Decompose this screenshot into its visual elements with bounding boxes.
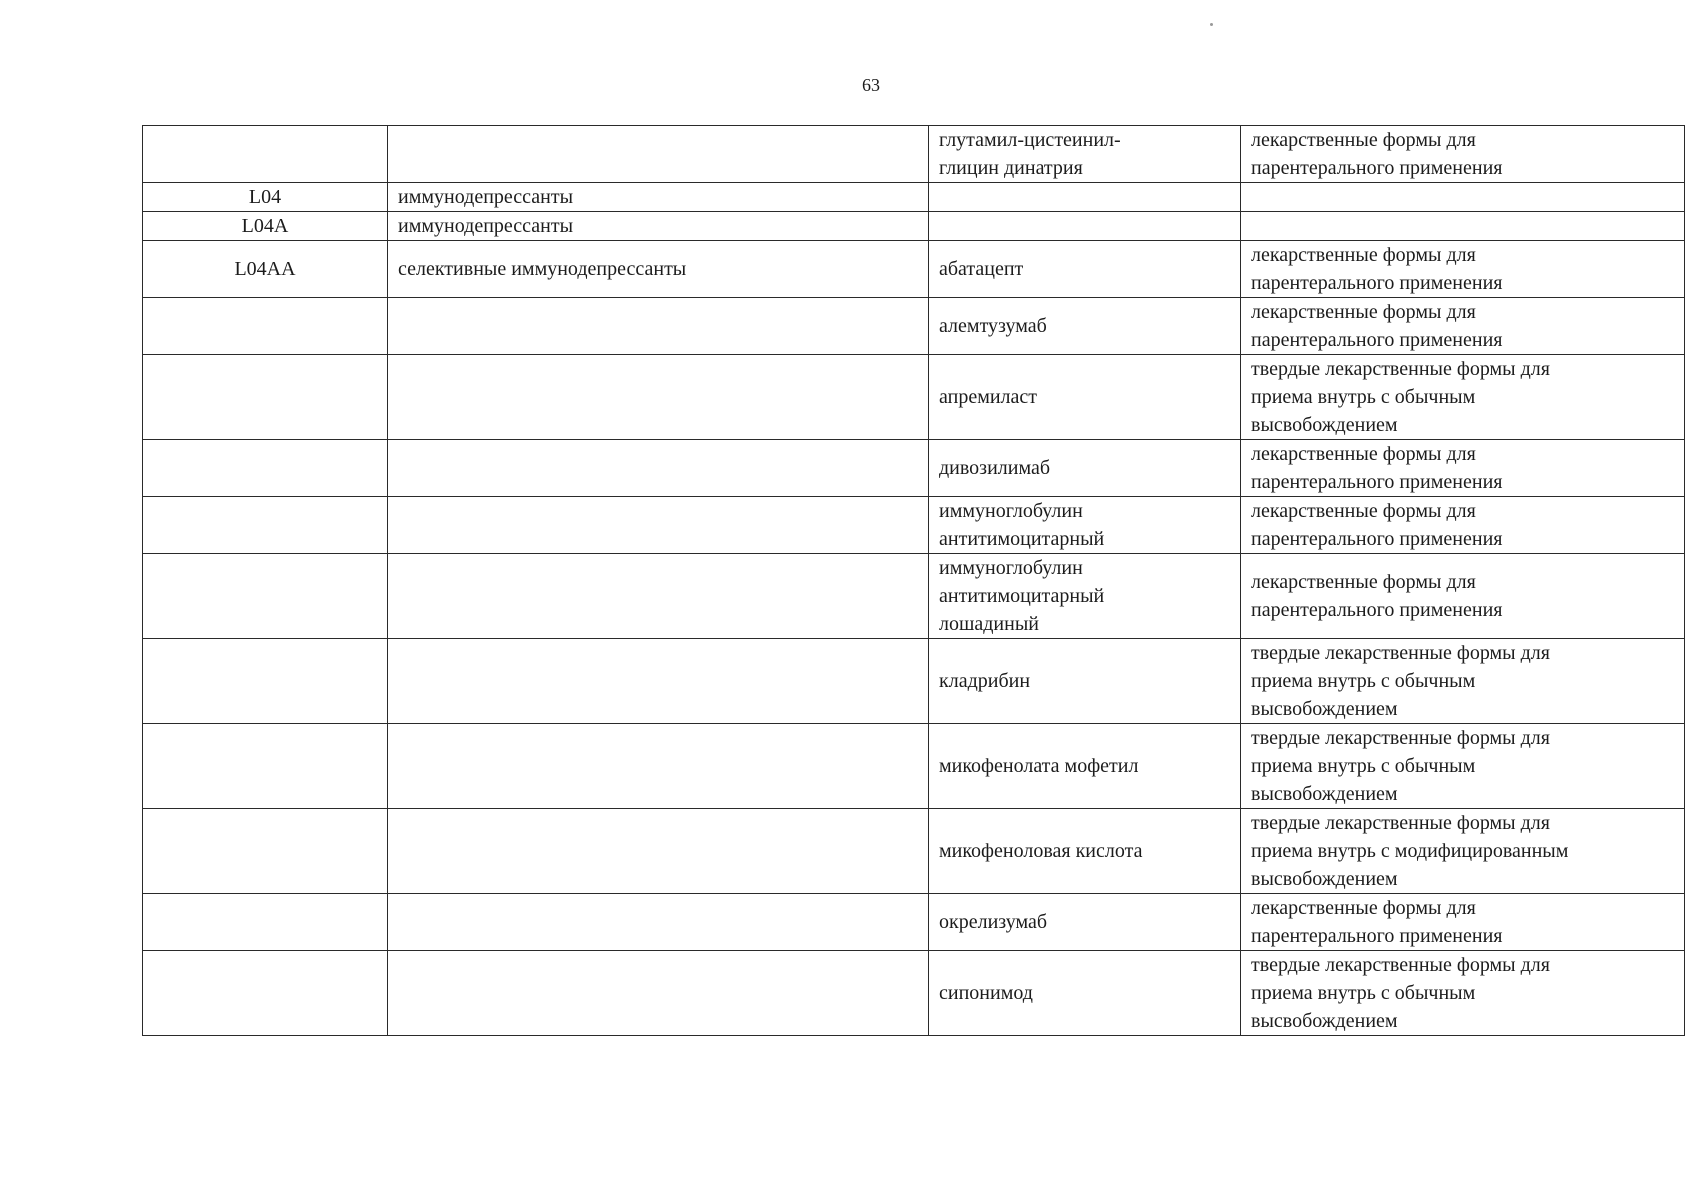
table-row (143, 355, 1685, 440)
dosage-form-cell (1241, 183, 1685, 212)
dosage-form-cell-text: лекарственные формы для парентерального применения (1251, 301, 1503, 351)
atc-code-cell (143, 298, 388, 355)
dosage-form-cell (1241, 241, 1685, 298)
dosage-form-cell (1241, 951, 1685, 1036)
table-row (143, 951, 1685, 1036)
dosage-form-cell-text: твердые лекарственные формы для приема внутрь с модифицированным высвобождением (1251, 812, 1569, 890)
pharmacological-group-cell (388, 212, 929, 241)
drug-name-cell (929, 126, 1241, 183)
atc-code-cell (143, 809, 388, 894)
dosage-form-cell-text: лекарственные формы для парентерального применения (1251, 500, 1503, 550)
dosage-form-cell-text: твердые лекарственные формы для приема внутрь с обычным высвобождением (1251, 642, 1550, 720)
dosage-form-cell-text: лекарственные формы для парентерального применения (1251, 443, 1503, 493)
table-row (143, 809, 1685, 894)
table-row (143, 724, 1685, 809)
dosage-form-cell (1241, 126, 1685, 183)
table-row (143, 183, 1685, 212)
drug-name-cell-text: сипонимод (939, 982, 1033, 1004)
table-row (143, 440, 1685, 497)
atc-code-cell (143, 497, 388, 554)
dosage-form-cell-text: лекарственные формы для парентерального применения (1251, 897, 1503, 947)
scan-speck (1210, 23, 1213, 26)
dosage-form-cell (1241, 639, 1685, 724)
drug-name-cell (929, 440, 1241, 497)
dosage-form-cell (1241, 497, 1685, 554)
drug-name-cell (929, 183, 1241, 212)
dosage-form-cell-text: лекарственные формы для парентерального применения (1251, 129, 1503, 179)
pharmacological-group-cell (388, 497, 929, 554)
dosage-form-cell-text: твердые лекарственные формы для приема внутрь с обычным высвобождением (1251, 727, 1550, 805)
pharmacological-group-cell (388, 894, 929, 951)
atc-code-cell (143, 212, 388, 241)
atc-code-cell (143, 183, 388, 212)
atc-code-cell (143, 639, 388, 724)
drug-name-cell-text: кладрибин (939, 670, 1031, 692)
pharmacological-group-cell (388, 183, 929, 212)
table-row (143, 639, 1685, 724)
pharmacological-group-cell (388, 355, 929, 440)
dosage-form-cell (1241, 355, 1685, 440)
atc-code-cell (143, 241, 388, 298)
table-row (143, 212, 1685, 241)
atc-code-cell (143, 724, 388, 809)
pharmacological-group-cell (388, 554, 929, 639)
table-row (143, 497, 1685, 554)
pharmacological-group-cell (388, 241, 929, 298)
dosage-form-cell-text: лекарственные формы для парентерального применения (1251, 244, 1503, 294)
drug-name-cell-text: микофеноловая кислота (939, 840, 1143, 862)
drug-name-cell (929, 639, 1241, 724)
table-row (143, 894, 1685, 951)
atc-code-cell (143, 951, 388, 1036)
pharmacological-group-cell (388, 724, 929, 809)
drug-name-cell-text: апремиласт (939, 386, 1038, 408)
drug-name-cell (929, 497, 1241, 554)
pharmacological-group-cell (388, 639, 929, 724)
atc-code-cell (143, 126, 388, 183)
drug-name-cell (929, 241, 1241, 298)
dosage-form-cell (1241, 554, 1685, 639)
atc-code-cell (143, 554, 388, 639)
drug-name-cell (929, 554, 1241, 639)
drug-name-cell (929, 809, 1241, 894)
atc-code-cell-text: L04 (248, 186, 282, 208)
atc-code-cell-text: L04AA (234, 258, 296, 280)
dosage-form-cell (1241, 894, 1685, 951)
table-row (143, 298, 1685, 355)
atc-code-cell (143, 440, 388, 497)
page-number: 63 (862, 75, 880, 95)
table-row (143, 126, 1685, 183)
table-row (143, 554, 1685, 639)
dosage-form-cell-text: твердые лекарственные формы для приема внутрь с обычным высвобождением (1251, 358, 1550, 436)
pharmacological-group-cell-text: селективные иммунодепрессанты (398, 258, 687, 280)
drug-name-cell (929, 894, 1241, 951)
pharmacological-group-cell (388, 809, 929, 894)
drug-name-cell-text: иммуноглобулин антитимоцитарный (939, 500, 1105, 550)
pharmacological-group-cell (388, 951, 929, 1036)
drug-name-cell (929, 212, 1241, 241)
drug-name-cell (929, 298, 1241, 355)
drug-name-cell-text: глутамил-цистеинил- глицин динатрия (939, 129, 1121, 179)
drug-name-cell-text: микофенолата мофетил (939, 755, 1139, 777)
drug-name-cell-text: окрелизумаб (939, 911, 1048, 933)
dosage-form-cell (1241, 440, 1685, 497)
atc-code-cell (143, 355, 388, 440)
drug-name-cell (929, 724, 1241, 809)
dosage-form-cell-text: лекарственные формы для парентерального применения (1251, 571, 1503, 621)
table-body (143, 126, 1685, 1036)
dosage-form-cell (1241, 724, 1685, 809)
pharmacological-group-cell (388, 126, 929, 183)
drug-name-cell (929, 951, 1241, 1036)
dosage-form-cell (1241, 809, 1685, 894)
pharmacological-group-cell (388, 298, 929, 355)
pharmacological-group-cell-text: иммунодепрессанты (398, 215, 574, 237)
atc-code-cell-text: L04A (241, 215, 289, 237)
drug-name-cell-text: алемтузумаб (939, 315, 1047, 337)
table-row (143, 241, 1685, 298)
pharmacological-group-cell (388, 440, 929, 497)
dosage-form-cell-text: твердые лекарственные формы для приема внутрь с обычным высвобождением (1251, 954, 1550, 1032)
drug-table (142, 125, 1685, 1036)
drug-name-cell (929, 355, 1241, 440)
dosage-form-cell (1241, 298, 1685, 355)
drug-name-cell-text: абатацепт (939, 258, 1024, 280)
drug-name-cell-text: дивозилимаб (939, 457, 1051, 479)
pharmacological-group-cell-text: иммунодепрессанты (398, 186, 574, 208)
atc-code-cell (143, 894, 388, 951)
drug-name-cell-text: иммуноглобулин антитимоцитарный лошадиный (939, 557, 1105, 635)
dosage-form-cell (1241, 212, 1685, 241)
